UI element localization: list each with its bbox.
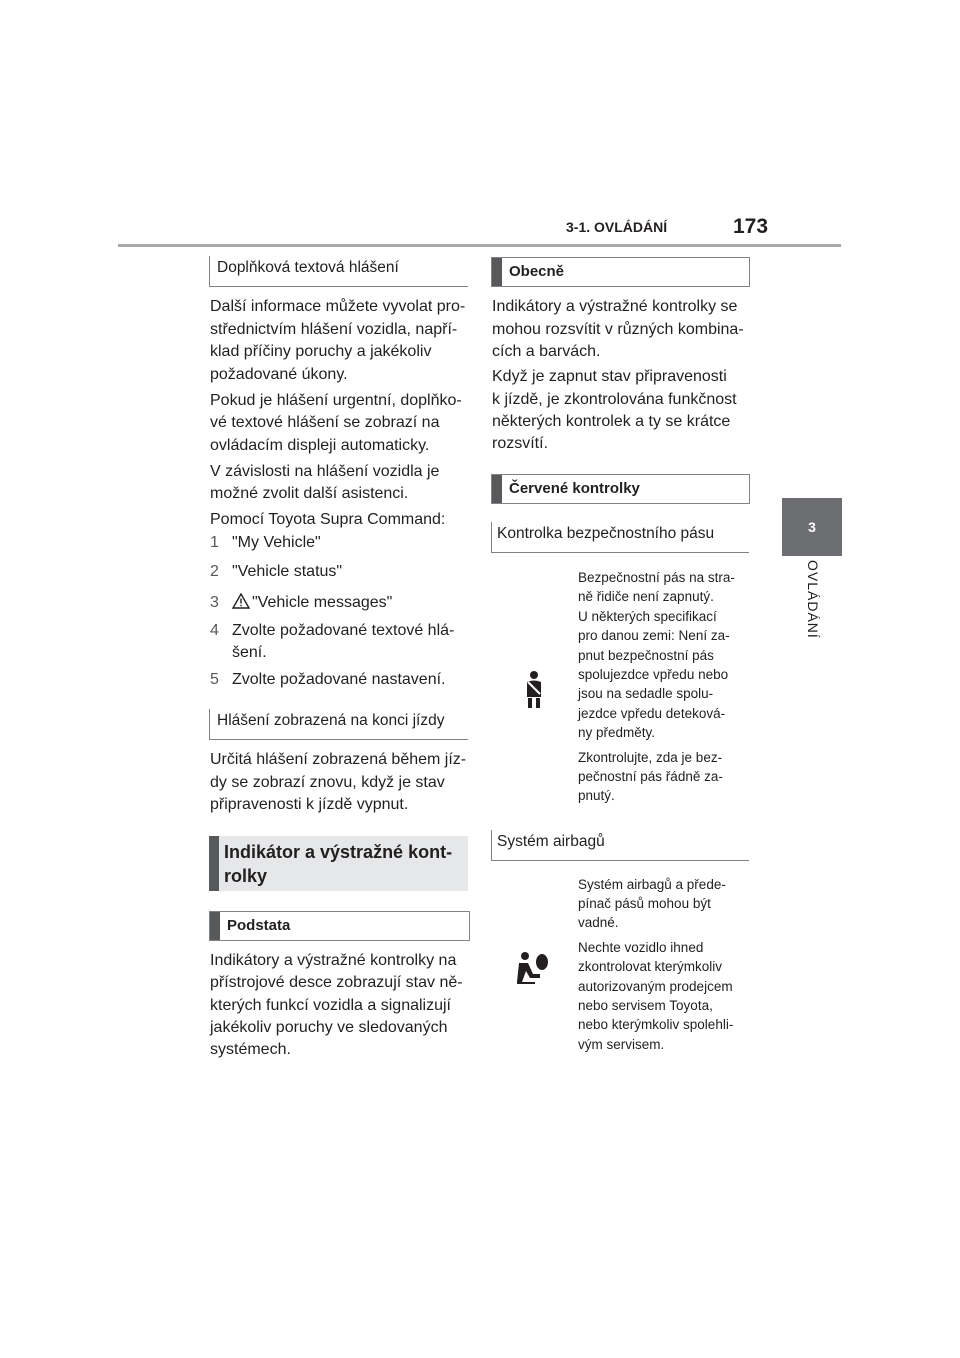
chapter-label-text: OVLÁDÁNÍ: [805, 560, 821, 639]
text-line: autorizovaným prodejcem: [578, 979, 733, 994]
heading-text: Systém airbagů: [497, 833, 605, 850]
text-line: střednictvím hlášení vozidla, napří-: [210, 321, 458, 338]
text-line: Systém airbagů a přede-: [578, 877, 726, 892]
step-number: 2: [210, 563, 219, 580]
text-line: dy se zobrazí znovu, když je stav: [210, 774, 445, 791]
heading-text: Červené kontrolky: [509, 480, 640, 497]
step-number: 3: [210, 594, 219, 611]
step-text: "Vehicle messages": [252, 594, 393, 611]
text-line: přístrojové desce zobrazují stav ně-: [210, 974, 463, 991]
text-line: jsou na sedadle spolu-: [578, 686, 714, 701]
text-line: požadované úkony.: [210, 366, 348, 383]
text-line: připravenosti k jízdě vypnut.: [210, 796, 409, 813]
text-line: pečnostní pás řádně za-: [578, 769, 723, 784]
step-text: "Vehicle status": [232, 563, 343, 580]
heading-tick: [491, 522, 492, 552]
heading-airbag: [491, 830, 749, 861]
chapter-label: [782, 560, 842, 680]
heading-seatbelt: [491, 522, 749, 553]
text-line: Zkontrolujte, zda je bez-: [578, 750, 723, 765]
warning-triangle-icon: [232, 593, 252, 617]
text-line: některých kontrolek a ty se krátce: [492, 413, 731, 430]
heading-text: Hlášení zobrazená na konci jízdy: [217, 712, 445, 729]
text-line: Když je zapnut stav připravenosti: [492, 368, 727, 385]
step-number: 4: [210, 622, 219, 639]
heading-red-indicators: [491, 474, 750, 504]
heading-text: Doplňková textová hlášení: [217, 259, 399, 276]
heading-additional-messages: [209, 256, 468, 287]
heading-text: Kontrolka bezpečnostního pásu: [497, 525, 715, 542]
text-line: spolujezdce vpředu nebo: [578, 667, 729, 682]
text-line: cích a barvách.: [492, 343, 601, 360]
text-line: pínač pásů mohou být: [578, 896, 711, 911]
heading-text: Podstata: [227, 917, 291, 934]
heading-bar: [210, 912, 220, 940]
step-text: Zvolte požadované nastavení.: [232, 671, 446, 688]
text-line: pnut bezpečnostní pás: [578, 648, 714, 663]
heading-basics: [209, 911, 470, 941]
text-line: vadné.: [578, 915, 619, 930]
text-line: jezdce vpředu deteková-: [578, 706, 726, 721]
page-number: 173: [733, 215, 769, 238]
text-line: pnutý.: [578, 788, 615, 803]
text-line: mohou rozsvítit v různých kombina-: [492, 321, 744, 338]
text-line: Indikátory a výstražné kontrolky se: [492, 298, 738, 315]
step-5: [210, 669, 445, 692]
text-line: Určitá hlášení zobrazená během jíz-: [210, 751, 467, 768]
heading-end-of-trip: [209, 709, 468, 740]
text-line: kterých funkcí vozidla a signalizují: [210, 997, 451, 1014]
text-line: Pomocí Toyota Supra Command:: [210, 511, 446, 528]
step-1: [210, 532, 321, 555]
heading-bar: [209, 836, 219, 891]
step-number: 5: [210, 671, 219, 688]
heading-bar: [492, 475, 502, 503]
text-line: ovládacím displeji automaticky.: [210, 437, 430, 454]
text-line: pro danou zemi: Není za-: [578, 628, 730, 643]
heading-general: [491, 257, 750, 287]
text-line: ně řidiče není zapnutý.: [578, 589, 714, 604]
text-line: Bezpečnostní pás na stra-: [578, 570, 735, 585]
text-line: jakékoliv poruchy ve sledovaných: [210, 1019, 448, 1036]
step-2: [210, 561, 342, 584]
heading-text: Obecně: [509, 263, 565, 280]
heading-tick: [491, 830, 492, 860]
chapter-tab: 3: [782, 498, 842, 556]
heading-text: rolky: [224, 866, 268, 886]
text-line: V závislosti na hlášení vozidla je: [210, 463, 440, 480]
section-title: 3-1. OVLÁDÁNÍ: [566, 219, 668, 235]
text-line: vé textové hlášení se zobrazí na: [210, 414, 440, 431]
text-line: ny předměty.: [578, 725, 656, 740]
text-line: nebo kterýmkoliv spolehli-: [578, 1017, 734, 1032]
step-text-continued: šení.: [232, 644, 267, 661]
text-line: nebo servisem Toyota,: [578, 998, 713, 1013]
text-line: klad příčiny poruchy a jakékoliv: [210, 343, 432, 360]
text-line: vým servisem.: [578, 1037, 665, 1052]
heading-indicators: [209, 836, 468, 891]
airbag-warning-icon: [513, 950, 553, 986]
heading-bar: [492, 258, 502, 286]
step-text: "My Vehicle": [232, 534, 321, 551]
text-line: U některých specifikací: [578, 609, 717, 624]
heading-text: Indikátor a výstražné kont-: [224, 842, 453, 862]
text-line: k jízdě, je zkontrolována funkčnost: [492, 391, 737, 408]
heading-tick: [209, 256, 210, 286]
text-line: Další informace můžete vyvolat pro-: [210, 298, 466, 315]
text-line: rozsvítí.: [492, 435, 549, 452]
step-4: [210, 620, 454, 643]
text-line: zkontrolovat kterýmkoliv: [578, 959, 723, 974]
header-rule: [118, 244, 841, 247]
step-number: 1: [210, 534, 219, 551]
text-line: Pokud je hlášení urgentní, doplňko-: [210, 392, 462, 409]
heading-tick: [209, 709, 210, 739]
step-3: [210, 592, 392, 617]
text-line: systémech.: [210, 1041, 291, 1058]
text-line: Indikátory a výstražné kontrolky na: [210, 952, 457, 969]
text-line: možné zvolit další asistenci.: [210, 485, 409, 502]
seatbelt-warning-icon: [520, 670, 548, 710]
step-text: Zvolte požadované textové hlá-: [232, 622, 455, 639]
text-line: Nechte vozidlo ihned: [578, 940, 704, 955]
